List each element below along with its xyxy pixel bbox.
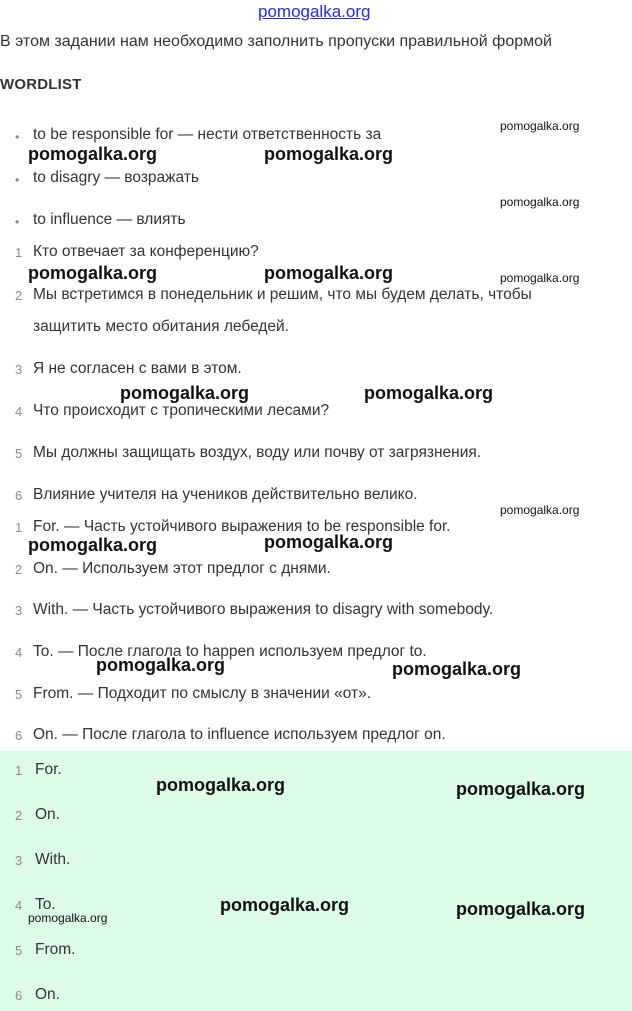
watermark: pomogalka.org bbox=[220, 895, 350, 915]
answer-text: On. bbox=[35, 986, 60, 1003]
sentence-number: 6 bbox=[15, 488, 23, 503]
intro-text: В этом задании нам необходимо заполнить пропуски правильной формой bbox=[0, 33, 552, 50]
watermark: pomogalka.org bbox=[156, 775, 286, 795]
watermark: pomogalka.org bbox=[264, 532, 394, 552]
sentence-text-continued: защитить место обитания лебедей. bbox=[33, 318, 289, 335]
sentence-text: Мы должны защищать воздух, воду или почву от загрязнения. bbox=[33, 444, 482, 461]
watermark: pomogalka.org bbox=[264, 263, 394, 283]
watermark: pomogalka.org bbox=[28, 263, 158, 283]
wordlist-heading: WORDLIST bbox=[0, 76, 82, 93]
watermark: pomogalka.org bbox=[28, 144, 158, 164]
bullet-icon: • bbox=[15, 173, 20, 187]
sentence-text: Я не согласен с вами в этом. bbox=[33, 360, 242, 377]
answer-number: 4 bbox=[15, 898, 23, 913]
answer-text: On. bbox=[35, 806, 60, 823]
explanation-number: 1 bbox=[15, 520, 23, 535]
explanation-text: From. — Подходит по смыслу в значении «от». bbox=[33, 685, 372, 702]
bullet-icon: • bbox=[15, 130, 20, 144]
answer-number: 2 bbox=[15, 808, 23, 823]
explanation-text: With. — Часть устойчивого выражения to disagry with somebody. bbox=[33, 601, 494, 618]
watermark: pomogalka.org bbox=[28, 911, 108, 925]
explanation-text: For. — Часть устойчивого выражения to be responsible for. bbox=[33, 518, 451, 535]
sentence-number: 2 bbox=[15, 288, 23, 303]
watermark: pomogalka.org bbox=[28, 535, 158, 555]
explanation-number: 4 bbox=[15, 645, 23, 660]
answer-text: To. bbox=[35, 896, 56, 913]
explanation-number: 6 bbox=[15, 728, 23, 743]
answer-text: With. bbox=[35, 851, 71, 868]
explanation-text: To. — После глагола to happen используем предлог to. bbox=[33, 643, 427, 660]
site-header-link[interactable]: pomogalka.org bbox=[258, 2, 371, 21]
cropped-text-fragment bbox=[68, 62, 140, 68]
answer-number: 1 bbox=[15, 763, 23, 778]
sentence-number: 3 bbox=[15, 362, 23, 377]
watermark: pomogalka.org bbox=[500, 119, 580, 133]
explanation-number: 2 bbox=[15, 562, 23, 577]
watermark: pomogalka.org bbox=[456, 899, 586, 919]
sentence-number: 4 bbox=[15, 404, 23, 419]
sentence-number: 5 bbox=[15, 446, 23, 461]
wordlist-item: to disagry — возражать bbox=[33, 169, 199, 186]
answer-number: 3 bbox=[15, 853, 23, 868]
watermark: pomogalka.org bbox=[500, 271, 580, 285]
watermark: pomogalka.org bbox=[456, 779, 586, 799]
answer-text: For. bbox=[35, 761, 62, 778]
sentence-text: Влияние учителя на учеников действительно велико. bbox=[33, 486, 418, 503]
explanation-number: 5 bbox=[15, 687, 23, 702]
sentence-number: 1 bbox=[15, 245, 23, 260]
bullet-icon: • bbox=[15, 215, 20, 229]
watermark: pomogalka.org bbox=[500, 195, 580, 209]
watermark: pomogalka.org bbox=[264, 144, 394, 164]
watermark: pomogalka.org bbox=[500, 503, 580, 517]
wordlist-item: to be responsible for — нести ответственность за bbox=[33, 126, 382, 143]
watermark: pomogalka.org bbox=[120, 383, 250, 403]
sentence-text: Мы встретимся в понедельник и решим, что мы будем делать, чтобы bbox=[33, 286, 532, 303]
sentence-text: Кто отвечает за конференцию? bbox=[33, 243, 259, 260]
explanation-text: On. — После глагола to influence используем предлог on. bbox=[33, 726, 446, 743]
explanation-number: 3 bbox=[15, 603, 23, 618]
watermark: pomogalka.org bbox=[96, 655, 226, 675]
watermark: pomogalka.org bbox=[364, 383, 494, 403]
answer-number: 6 bbox=[15, 988, 23, 1003]
answer-text: From. bbox=[35, 941, 76, 958]
explanation-text: On. — Используем этот предлог с днями. bbox=[33, 560, 331, 577]
answer-number: 5 bbox=[15, 943, 23, 958]
watermark: pomogalka.org bbox=[392, 659, 522, 679]
wordlist-item: to influence — влиять bbox=[33, 211, 186, 228]
sentence-text: Что происходит с тропическими лесами? bbox=[33, 402, 330, 419]
